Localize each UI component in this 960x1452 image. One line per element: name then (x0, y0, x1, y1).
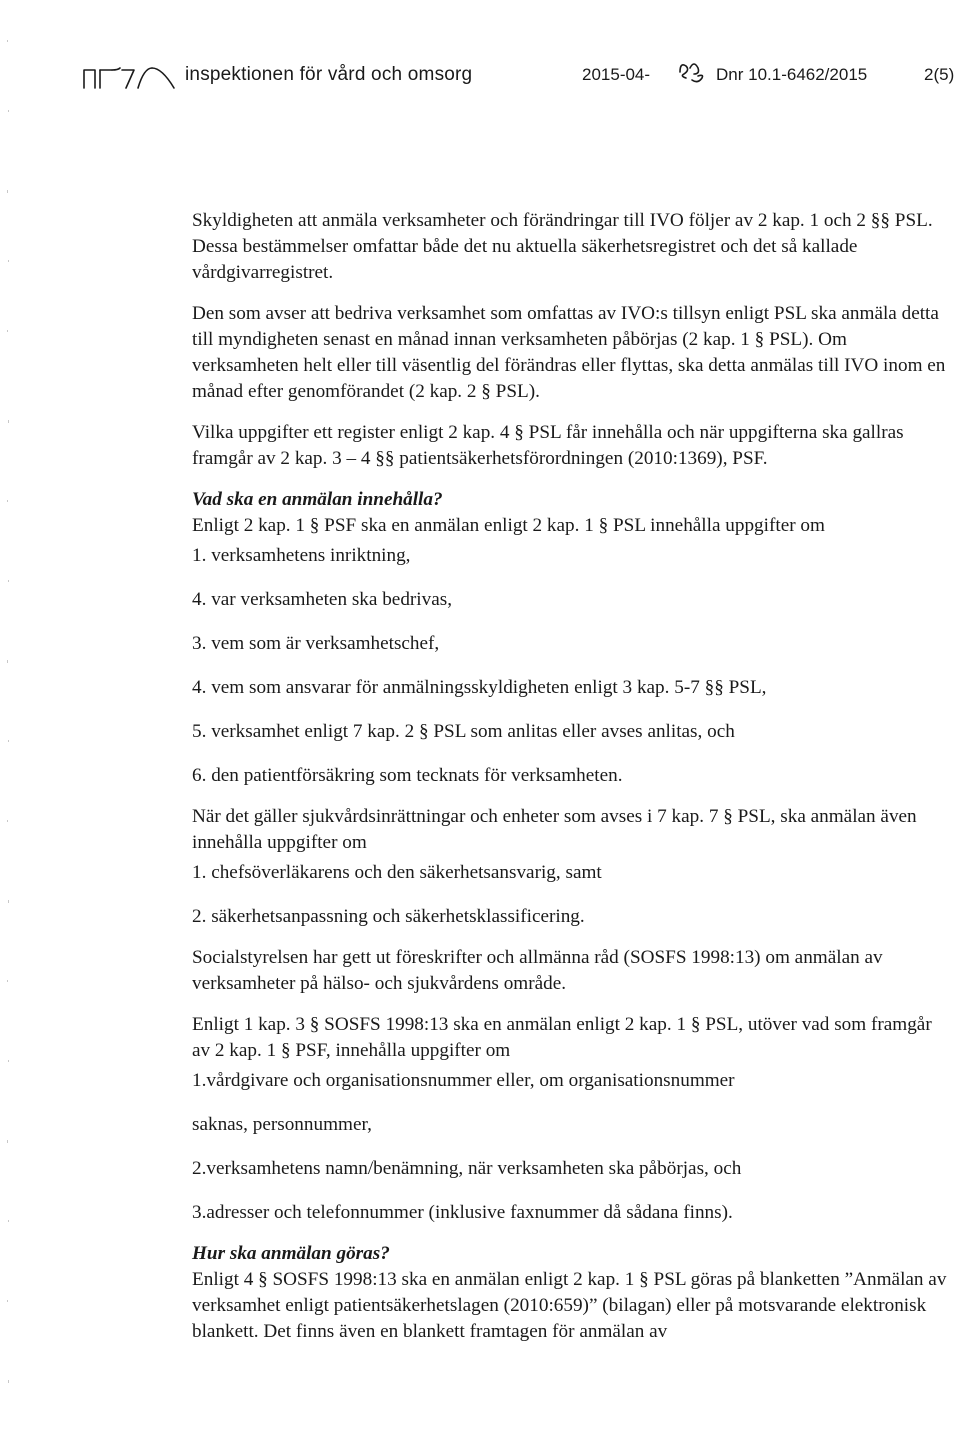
paragraph-psf-requirements: Enligt 2 kap. 1 § PSF ska en anmälan enligt 2 kap. 1 § PSL innehålla uppgifter om (192, 515, 825, 536)
paragraph-register-contents: Vilka uppgifter ett register enligt 2 kap. 4 § PSL får innehålla och när uppgifterna ska gallras framgår av 2 kap. 3 – 4 §§ patientsäkerhetsförordningen (2010:1369), PSF. (192, 422, 904, 469)
document-dnr: Dnr 10.1-6462/2015 (716, 65, 868, 84)
list-item: 3.adresser och telefonnummer (inklusive faxnummer då sådana finns). (192, 1202, 733, 1223)
document-date: 2015-04- (582, 65, 651, 84)
list-item: 1. chefsöverläkarens och den säkerhetsansvarig, samt (192, 862, 602, 883)
heading-how-to-notify: Hur ska anmälan göras? (192, 1243, 390, 1264)
list-item: 1.vårdgivare och organisationsnummer eller, om organisationsnummer (192, 1070, 735, 1091)
list-item: 2.verksamhetens namn/benämning, när verksamheten ska påbörjas, och (192, 1158, 742, 1179)
scan-margin-dots (6, 0, 10, 1452)
list-item: 5. verksamhet enligt 7 kap. 2 § PSL som anlitas eller avses anlitas, och (192, 721, 735, 742)
list-item: 6. den patientförsäkring som tecknats för verksamheten. (192, 765, 623, 786)
list-item: 3. vem som är verksamhetschef, (192, 633, 440, 654)
ivo-logo-icon (82, 64, 177, 90)
paragraph-care-units: När det gäller sjukvårdsinrättningar och enheter som avses i 7 kap. 7 § PSL, ska anmälan även innehålla uppgifter om (192, 806, 917, 853)
paragraph-notification-deadline: Den som avser att bedriva verksamhet som omfattas av IVO:s tillsyn enligt PSL ska anmäla detta till myndigheten senast en månad innan verksamheten påbörjas (2 kap. 1 § PSL). Om verksamheten helt eller till väsentlig del förändras eller flyttas, ska detta anmälas till IVO inom en månad efter genomförandet (2 kap. 2 § PSL). (192, 303, 946, 402)
handwritten-date-mark (676, 58, 706, 88)
paragraph-socialstyrelsen-regulations: Socialstyrelsen har gett ut föreskrifter och allmänna råd (SOSFS 1998:13) om anmälan av verksamheter på hälso- och sjukvårdens område. (192, 947, 883, 994)
org-name: inspektionen för vård och omsorg (185, 64, 473, 85)
list-item: saknas, personnummer, (192, 1114, 372, 1135)
paragraph-reporting-obligation: Skyldigheten att anmäla verksamheter och förändringar till IVO följer av 2 kap. 1 och 2 §§ PSL. Dessa bestämmelser omfattar både det nu aktuella säkerhetsregistret och det så kallade vårdgivarregistret. (192, 210, 933, 283)
heading-notification-contents: Vad ska en anmälan innehålla? (192, 489, 443, 510)
page-number: 2(5) (924, 65, 955, 84)
list-item: 4. vem som ansvarar för anmälningsskyldigheten enligt 3 kap. 5-7 §§ PSL, (192, 677, 767, 698)
list-item: 1. verksamhetens inriktning, (192, 545, 411, 566)
paragraph-sosfs-requirements: Enligt 1 kap. 3 § SOSFS 1998:13 ska en anmälan enligt 2 kap. 1 § PSL, utöver vad som framgår av 2 kap. 1 § PSF, innehålla uppgifter om (192, 1014, 932, 1061)
paragraph-notification-form: Enligt 4 § SOSFS 1998:13 ska en anmälan enligt 2 kap. 1 § PSL göras på blanketten ”Anmälan av verksamhet enligt patientsäkerhetslagen (2010:659)” (bilagan) eller på motsvarande elektronisk blankett. Det finns även en blankett framtagen för anmälan av (192, 1269, 947, 1342)
page-header (82, 62, 955, 94)
document-body (192, 208, 952, 1345)
list-item: 2. säkerhetsanpassning och säkerhetsklassificering. (192, 906, 585, 927)
list-item: 4. var verksamheten ska bedrivas, (192, 589, 453, 610)
